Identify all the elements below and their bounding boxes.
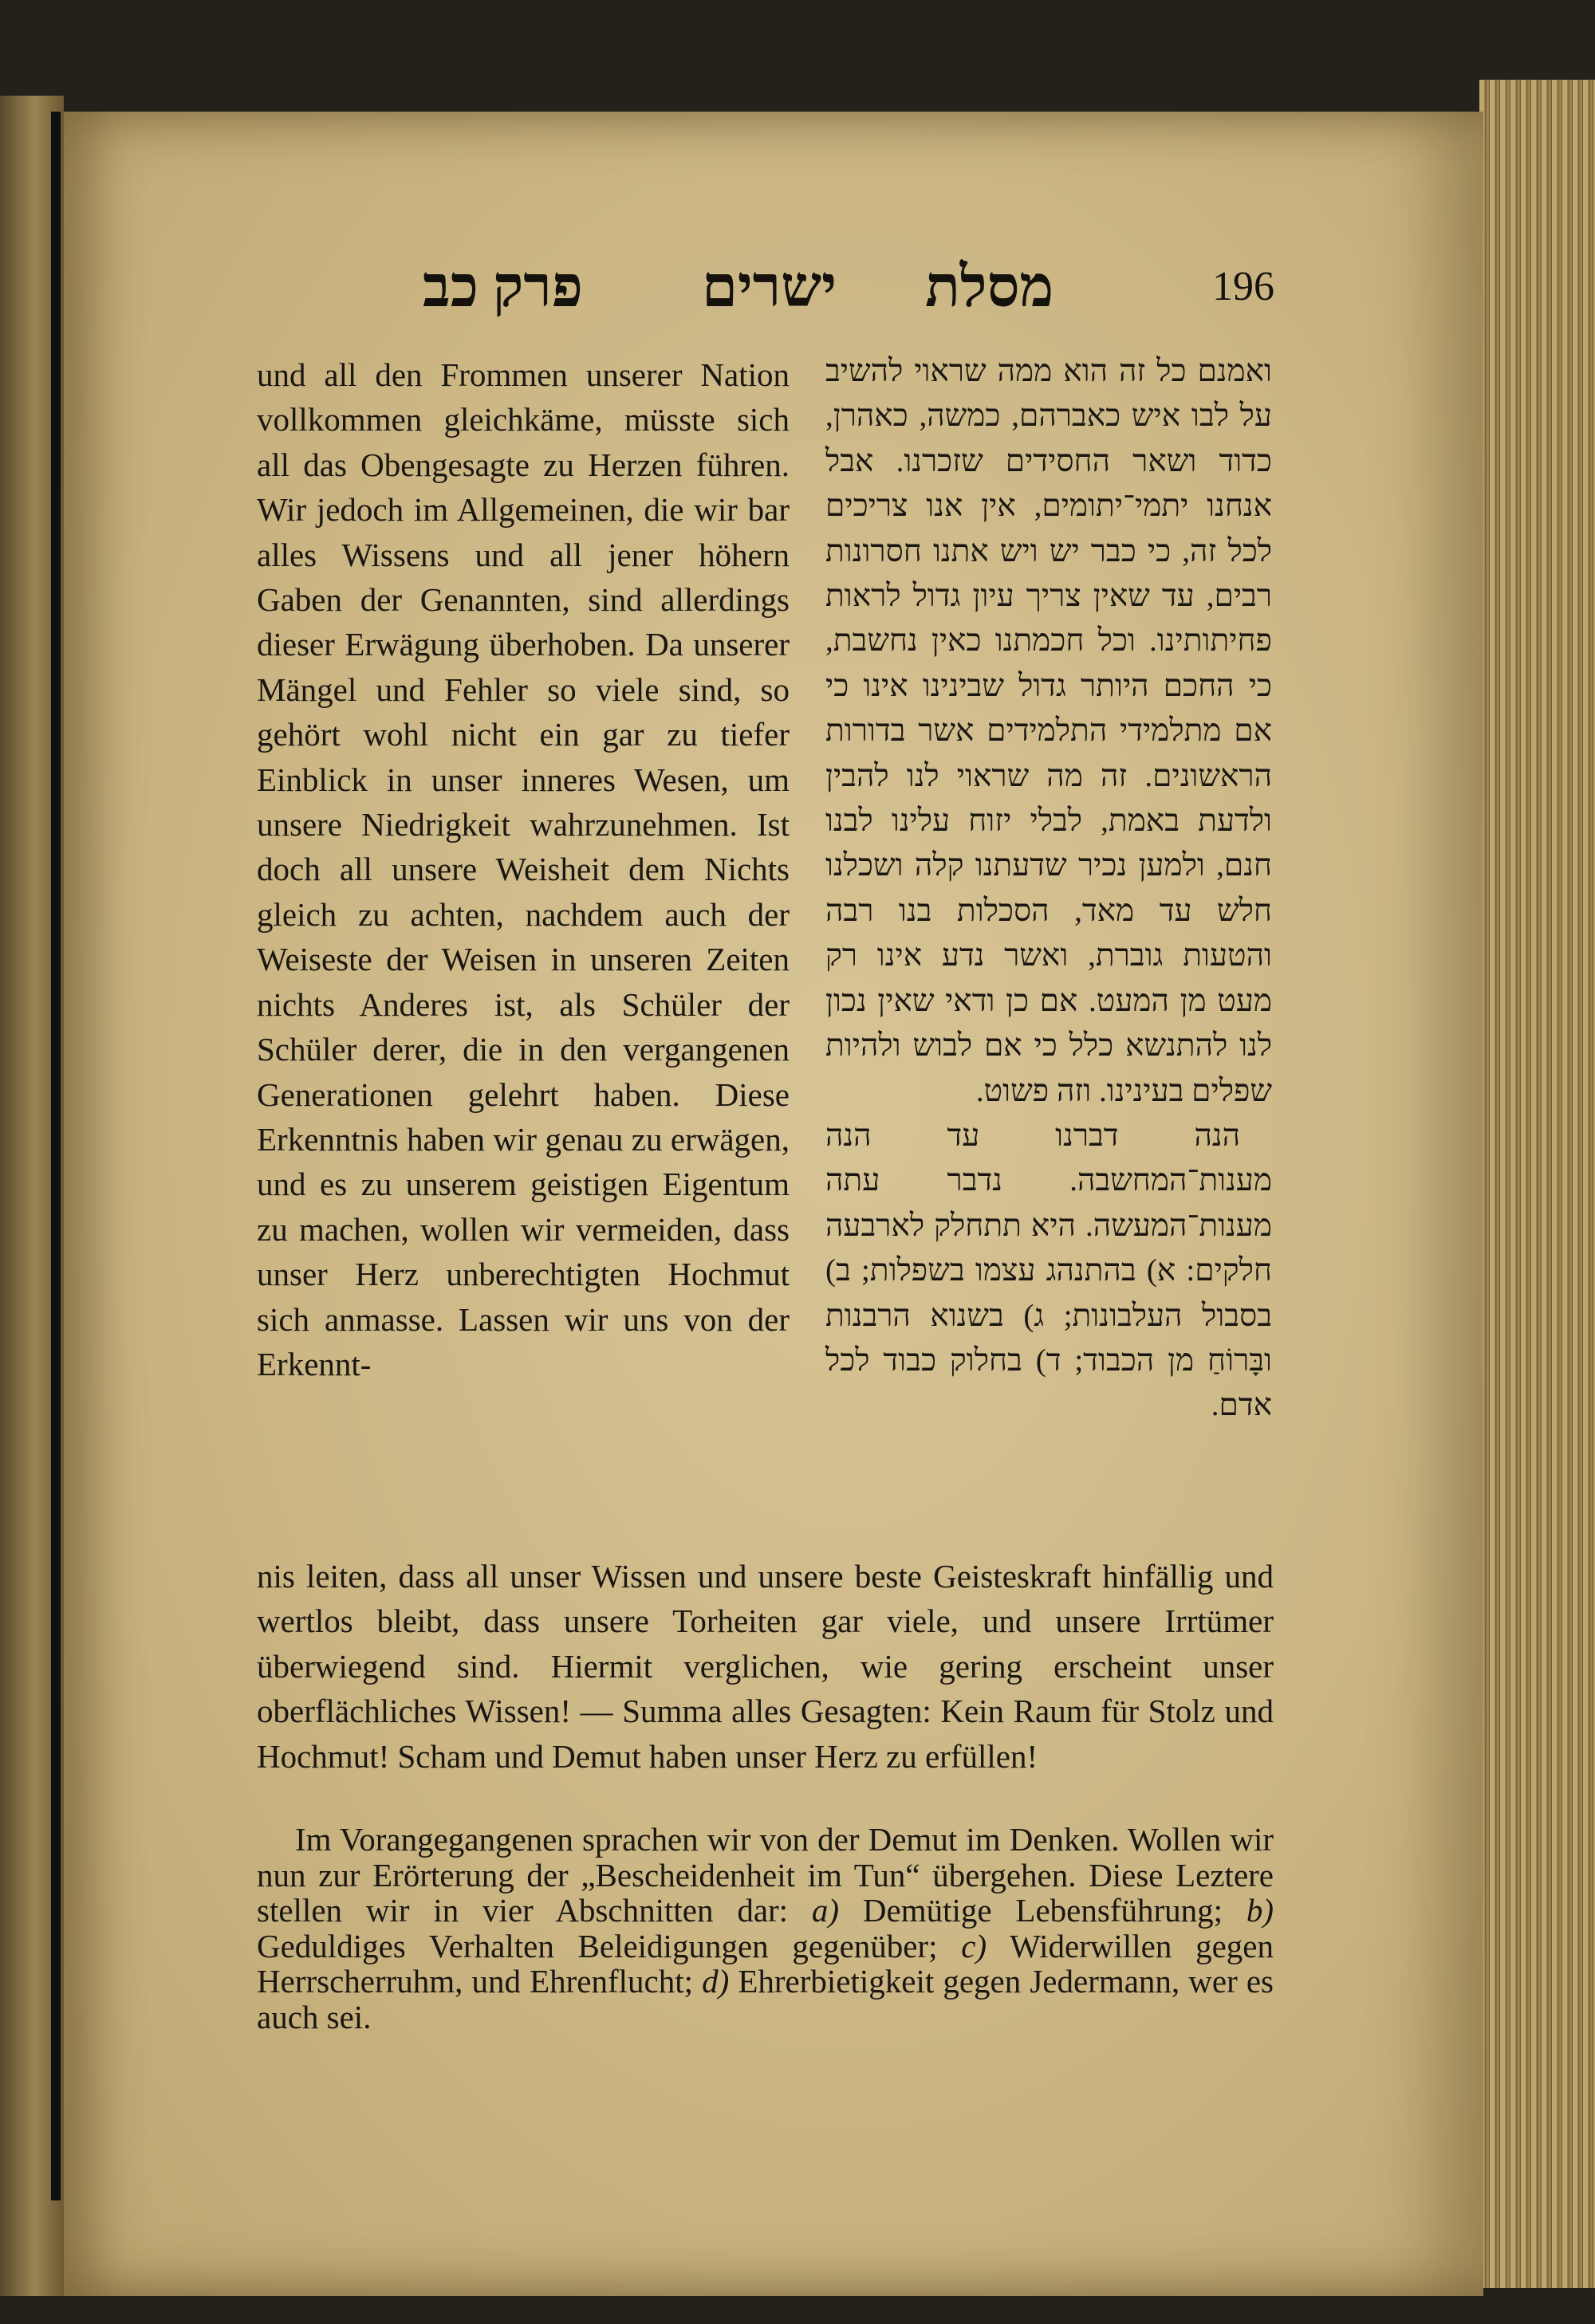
- running-title-word-1: מסלת: [925, 255, 1054, 319]
- closing-paragraph: [257, 1822, 1274, 2035]
- page-stack-edges: [1479, 80, 1595, 2288]
- german-translation-column: und all den Frommen unserer Nation vollkommen gleichkäme, müsste sich all das Obengesagte zu Herzen führen. Wir jedoch im Allgemeinen, die wir bar alles Wissens und all jener höhern Gaben der Genannten, sind allerdings dieser Erwägung überhoben. Da unserer Mängel und Fehler so viele sind, so gehört wohl nicht ein gar zu tiefer Einblick in unser inneres Wesen, um unsere Niedrigkeit wahrzunehmen. Ist doch all unsere Weisheit dem Nichts gleich zu achten, nachdem auch der Weiseste der Weisen in unseren Zeiten nichts Anderes ist, als Schüler der Schüler derer, die in den vergangenen Generationen gelehrt haben. Diese Erkenntnis haben wir genau zu erwägen, und es zu unserem geistigen Eigentum zu machen, wollen wir vermeiden, dass unser Herz unberechtigten Hochmut sich anmasse. Lassen wir uns von der Erkennt-: [257, 356, 790, 1382]
- running-title-word-3: פרק כב: [423, 255, 583, 319]
- full-width-paragraph: nis leiten, dass all unser Wissen und unsere beste Geisteskraft hinfällig und wertlos bleibt, dass unsere Torheiten gar viele, und unsere Irrtümer überwiegend sind. Hiermit verglichen, wie gering erscheint unser oberflächliches Wissen! — Summa alles Gesagten: Kein Raum für Stolz und Hochmut! Scham und Demut haben unser Herz zu erfüllen!: [257, 1558, 1274, 1775]
- running-title-word-2: ישרים: [702, 255, 837, 319]
- item-b-marker: b): [1246, 1892, 1274, 1929]
- item-d-marker: d): [702, 1963, 730, 2000]
- item-c-marker: c): [961, 1927, 987, 1964]
- item-b-text: Geduldiges Verhalten Beleidigungen gegenüber;: [257, 1927, 938, 1964]
- item-d-text: Ehrerbietigkeit gegen Jedermann, wer es auch sei.: [257, 1963, 1274, 2035]
- book-spine: [51, 112, 61, 2200]
- hebrew-text-column: [825, 349, 1272, 1429]
- hebrew-paragraph-1: ואמנם כל זה הוא ממה שראוי להשיב על לבו איש כאברהם, כמשה, כאהרן, כדוד ושאר החסידים שזכרנו. אבל אנחנו יתמי־יתומים, אין אנו צריכים לכל זה, כי כבר יש ויש אתנו חסרונות רבים, עד שאין צריך עיון גדול לראות פחיתותינו. וכל חכמתנו כאין נחשבת, כי החכם היותר גדול שבינינו אינו כי אם מתלמידי התלמידים אשר בדורות הראשונים. זה מה שראוי לנו להבין ולדעת באמת, לבלי יזוח עלינו לבנו חנם, ולמען נכיר שדעתנו קלה ושכלנו חלש עד מאד, הסכלות בנו רבה והטעות גוברת, ואשר נדע אינו רק מעט מן המעט. אם כן ודאי שאין נכון לנו להתנשא כלל כי אם לבוש ולהיות שפלים בעינינו. וזה פשוט.: [825, 354, 1272, 1108]
- item-c-text: Widerwillen gegen Herrscherruhm, und Ehrenflucht;: [257, 1927, 1274, 2000]
- hebrew-paragraph-2: הנה דברנו עד הנה מענות־המחשבה. נדבר עתה מענות־המעשה. היא תתחלק לארבעה חלקים: א) בהתנהג עצמו בשפלות; ב) בסבול העלבונות; ג) בשנוא הרבנות ובָּרוֹחַ מן הכבוד; ד) בחלוק כבוד לכל אדם.: [825, 1118, 1272, 1423]
- item-a-text: Demütige Lebensführung;: [862, 1892, 1223, 1929]
- page-number: 196: [1212, 264, 1274, 309]
- closing-intro: Im Vorangegangenen sprachen wir von der Demut im Denken. Wollen wir nun zur Erörterung der „Bescheidenheit im Tun“ übergehen. Diese Leztere stellen wir in vier Abschnitten dar:: [257, 1821, 1274, 1929]
- item-a-marker: a): [811, 1892, 840, 1929]
